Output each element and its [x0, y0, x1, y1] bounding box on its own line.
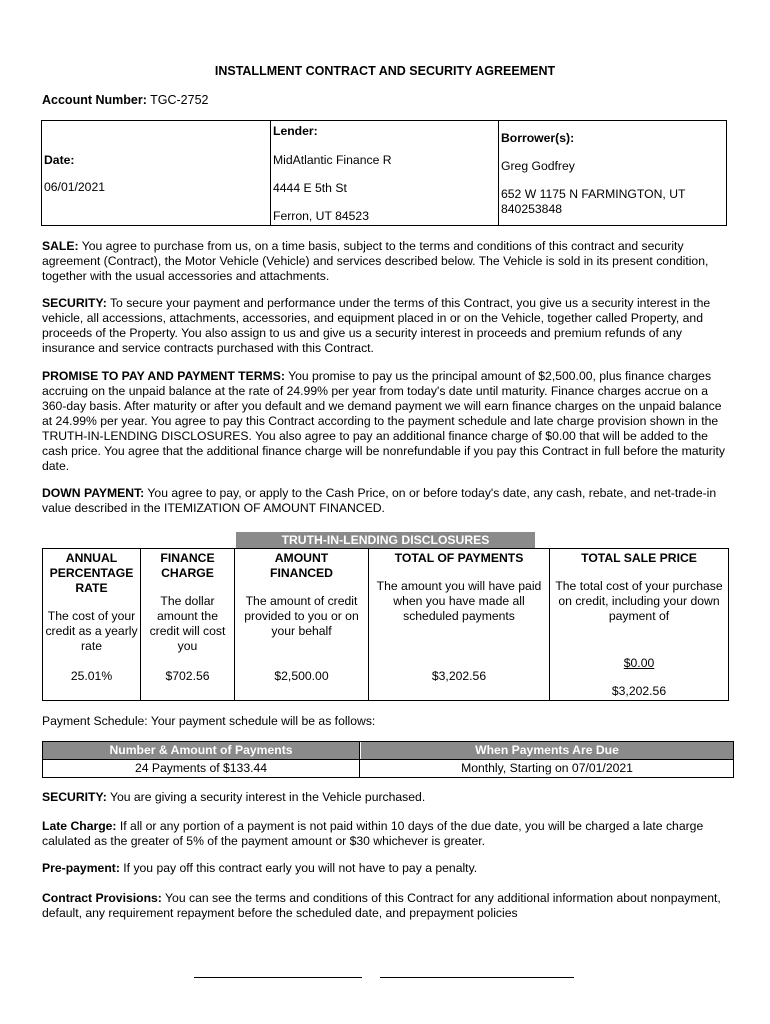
apr-description: The cost of your credit as a yearly rate [45, 609, 138, 653]
finance-charge-title: FINANCE CHARGE [160, 551, 215, 580]
finance-charge-value: $702.56 [165, 669, 210, 683]
lender-label: Lender: [273, 124, 318, 138]
contract-provisions-text: You can see the terms and conditions of this Contract for any additional information about nonpayment, default, any requirement repayment before the scheduled date, and prepayment policies [42, 891, 721, 920]
borrower-label: Borrower(s): [501, 131, 575, 145]
schedule-due-value: Monthly, Starting on 07/01/2021 [461, 761, 633, 775]
security-text: To secure your payment and performance under the terms of this Contract, you give us a security interest in the vehicle, all accessions, attachments, accessories, and equipment placed in or on the Vehicle, together called Property, and proceeds of the Property. You also assign to us and give us a security interest in proceeds and premium refunds of any insurance and service contracts purchased with this Contract. [42, 296, 711, 355]
til-finance-charge-cell [141, 549, 235, 700]
account-number-value: TGC-2752 [150, 93, 209, 107]
amount-financed-title: AMOUNT FINANCED [270, 551, 333, 580]
late-charge-text: If all or any portion of a payment is not paid within 10 days of the due date, you will be charged a late charge calulated as the greater of 5% of the payment amount or $30 whichever is greater. [42, 819, 704, 848]
borrower-address-line1: 652 W 1175 N FARMINGTON, UT [501, 187, 686, 201]
promise-text: You promise to pay us the principal amount of $2,500.00, plus finance charges accruing on the unpaid balance at the rate of 24.99% per year from today's date until maturity. Finance charges accrue on a 360-day basis. After maturity or after you default and we demand payment we will earn finance charges on the unpaid balance at 24.99% per year. You agree to pay this Contract according to the payment schedule and late charge provision shown in the TRUTH-IN-LENDING DISCLOSURES. You also agree to pay an additional finance charge of $0.00 that will be added to the cash price. You agree that the additional finance charge will be nonrefundable if you pay this Contract in full before the maturity date. [42, 369, 725, 473]
sale-label: SALE: [42, 239, 79, 253]
borrower-name: Greg Godfrey [501, 159, 575, 173]
sale-text: You agree to purchase from us, on a time basis, subject to the terms and conditions of this contract and security agreement (Contract), the Motor Vehicle (Vehicle) and services described below. The Vehicle is sold in its present condition, together with the usual accessories and attachments. [42, 239, 709, 283]
signature-line-1[interactable] [194, 977, 362, 978]
total-payments-title: TOTAL OF PAYMENTS [394, 551, 524, 565]
apr-title: ANNUAL PERCENTAGE RATE [49, 551, 134, 595]
promise-label: PROMISE TO PAY AND PAYMENT TERMS: [42, 369, 285, 383]
down-payment-amount: $0.00 [623, 656, 655, 670]
security-interest-paragraph [42, 790, 732, 805]
payment-schedule-table [42, 741, 734, 778]
signature-line-2[interactable] [380, 977, 574, 978]
amount-financed-description: The amount of credit provided to you or on your behalf [244, 594, 359, 638]
sale-paragraph [42, 239, 732, 284]
borrower-address-line2: 840253848 [501, 202, 563, 216]
apr-value: 25.01% [70, 669, 113, 683]
total-payments-value: $3,202.56 [431, 669, 487, 683]
total-payments-description: The amount you will have paid when you have made all scheduled payments [376, 579, 542, 623]
security-interest-text: You are giving a security interest in the Vehicle purchased. [109, 790, 426, 804]
security-label: SECURITY: [42, 296, 107, 310]
prepayment-paragraph [42, 861, 732, 876]
date-label: Date: [44, 153, 75, 167]
security-paragraph [42, 296, 732, 356]
late-charge-paragraph [42, 819, 732, 849]
total-sale-price-description: The total cost of your purchase on credit, including your down payment of [555, 579, 723, 623]
prepayment-label: Pre-payment: [42, 861, 120, 875]
late-charge-label: Late Charge: [42, 819, 117, 833]
down-payment-label: DOWN PAYMENT: [42, 486, 145, 500]
parties-box [41, 120, 727, 226]
prepayment-text: If you pay off this contract early you will not have to pay a penalty. [123, 861, 478, 875]
document-title: INSTALLMENT CONTRACT AND SECURITY AGREEMENT [214, 64, 556, 78]
til-header: TRUTH-IN-LENDING DISCLOSURES [236, 532, 535, 549]
contract-provisions-label: Contract Provisions: [42, 891, 162, 905]
til-total-payments-cell [369, 549, 550, 700]
down-payment-paragraph [42, 486, 732, 516]
account-number [42, 93, 208, 107]
til-total-sale-price-cell [550, 549, 728, 700]
schedule-col-number: Number & Amount of Payments [43, 742, 359, 759]
payment-schedule-intro: Payment Schedule: Your payment schedule will be as follows: [42, 714, 376, 728]
til-apr-cell [43, 549, 141, 700]
security-interest-label: SECURITY: [42, 790, 107, 804]
til-table [42, 548, 729, 701]
total-sale-price-title: TOTAL SALE PRICE [581, 551, 697, 565]
lender-address-line1: 4444 E 5th St [273, 181, 347, 195]
contract-provisions-paragraph [42, 891, 732, 921]
down-payment-text: You agree to pay, or apply to the Cash Price, on or before today's date, any cash, rebate, and net-trade-in value described in the ITEMIZATION OF AMOUNT FINANCED. [42, 486, 717, 515]
total-sale-price-value: $3,202.56 [611, 684, 667, 698]
amount-financed-value: $2,500.00 [274, 669, 329, 683]
promise-paragraph [42, 369, 732, 474]
schedule-col-due: When Payments Are Due [361, 742, 733, 759]
finance-charge-description: The dollar amount the credit will cost you [149, 594, 226, 653]
date-value: 06/01/2021 [44, 180, 105, 194]
til-amount-financed-cell [235, 549, 369, 700]
lender-address-line2: Ferron, UT 84523 [273, 209, 369, 223]
lender-name: MidAtlantic Finance R [273, 153, 392, 167]
account-number-label: Account Number: [42, 93, 147, 107]
schedule-number-value: 24 Payments of $133.44 [134, 761, 268, 775]
